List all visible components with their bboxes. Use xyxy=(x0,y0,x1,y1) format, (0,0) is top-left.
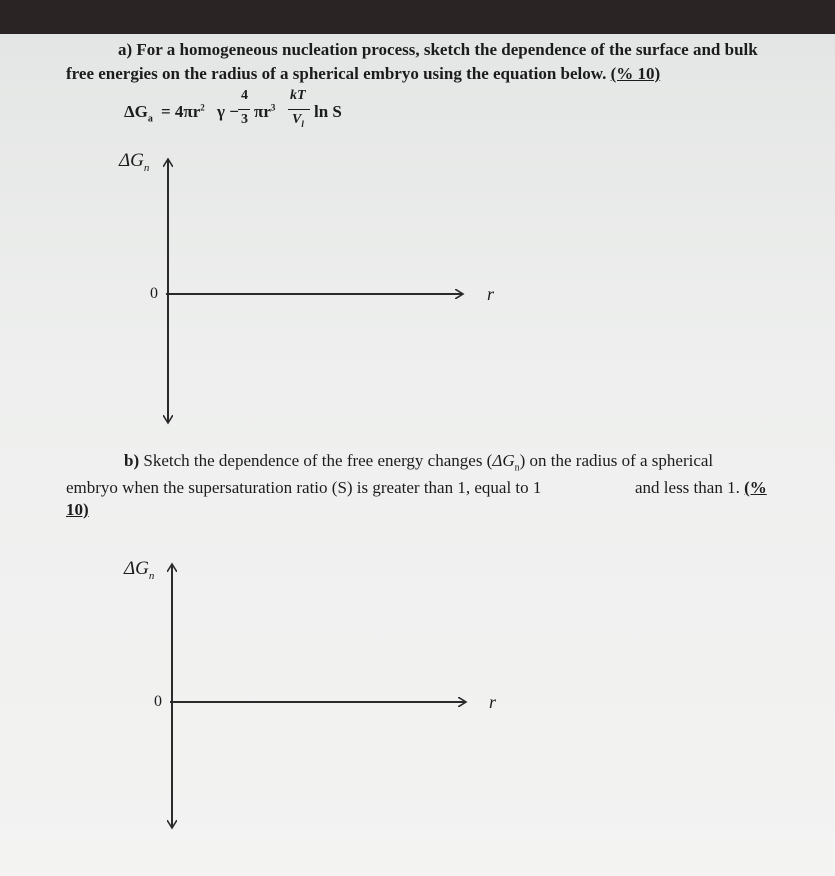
eq-term1-sup: 2 xyxy=(200,102,205,113)
eq-frac2-den: V xyxy=(292,112,302,127)
part-b-question-pre: Sketch the dependence of the free energy changes ( xyxy=(143,451,493,470)
part-a-label: a) xyxy=(118,40,133,59)
graph-a-x-label: r xyxy=(487,284,495,304)
part-a-question-cont: free energies on the radius of a spherical embryo using the equation below. xyxy=(66,64,607,83)
graph-a-y-label-text: ΔG xyxy=(119,150,144,171)
part-b-points-a: (% xyxy=(744,478,767,497)
graph-b-y-label-sub: n xyxy=(148,569,155,582)
graph-b-origin-label: 0 xyxy=(154,693,162,710)
eq-term3-sup: 3 xyxy=(270,102,276,113)
eq-term3: πr xyxy=(254,102,271,121)
part-b-question-post: ) on the radius of a spherical xyxy=(519,451,714,470)
eq-lhs: ΔG xyxy=(124,102,148,121)
eq-term1: = 4πr xyxy=(161,102,201,121)
graph-a-origin-label: 0 xyxy=(150,285,158,302)
part-b-points-b: 10) xyxy=(66,500,89,519)
part-b-symbol-sub: n xyxy=(514,462,520,474)
part-b-line2b-text: and less than 1. xyxy=(635,478,740,497)
eq-frac2-den-sub: l xyxy=(301,118,304,129)
eq-gamma-minus: γ − xyxy=(217,102,239,121)
graph-b-x-label: r xyxy=(489,692,497,712)
part-b-symbol: ΔG xyxy=(492,451,515,470)
part-b-line2a: embryo when the supersaturation ratio (S) is greater than 1, equal to 1 xyxy=(66,478,542,497)
eq-ln-s: ln S xyxy=(314,102,342,121)
part-b-label: b) xyxy=(124,451,140,470)
eq-frac1-den: 3 xyxy=(241,112,248,127)
graph-b-y-label-text: ΔG xyxy=(124,558,149,579)
graph-a-y-label-sub: n xyxy=(143,161,150,174)
part-a-points: (% 10) xyxy=(610,64,661,83)
eq-frac1-num: 4 xyxy=(241,88,248,103)
eq-lhs-sub: a xyxy=(147,113,153,125)
part-a-question: For a homogeneous nucleation process, sketch the dependence of the surface and bulk xyxy=(136,40,758,59)
eq-frac2-num: kT xyxy=(290,88,306,103)
